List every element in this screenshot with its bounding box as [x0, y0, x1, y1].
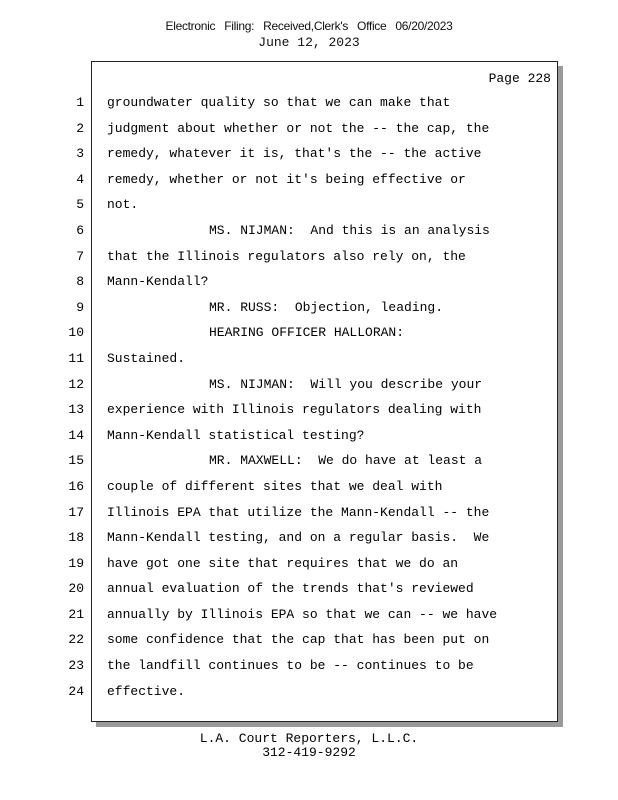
transcript-line	[0, 218, 618, 244]
filing-stamp: Electronic Filing: Received,Clerk's Office 06/20/2023	[165, 19, 453, 33]
line-number: 11	[68, 350, 84, 366]
line-text: Mann-Kendall statistical testing?	[107, 427, 365, 443]
page-number: Page 228	[488, 71, 551, 86]
transcript-line	[0, 90, 618, 116]
line-number: 5	[76, 197, 84, 213]
transcript-line	[0, 423, 618, 449]
transcript-line	[0, 525, 618, 551]
transcript-line	[0, 167, 618, 193]
transcript-line	[0, 576, 618, 602]
footer	[0, 732, 618, 760]
line-number: 6	[76, 222, 84, 238]
line-text: HEARING OFFICER HALLORAN:	[209, 325, 405, 341]
line-text: annual evaluation of the trends that's reviewed	[107, 581, 474, 597]
line-number: 24	[68, 683, 84, 699]
transcript-line	[0, 269, 618, 295]
line-number: 12	[68, 376, 84, 392]
line-number: 7	[76, 248, 84, 264]
line-text: effective.	[107, 683, 186, 699]
line-text: Sustained.	[107, 350, 186, 366]
line-text: remedy, whatever it is, that's the -- the active	[107, 146, 482, 162]
line-text: the landfill continues to be -- continues to be	[107, 658, 474, 674]
line-number: 22	[68, 632, 84, 648]
line-number: 1	[76, 95, 84, 110]
line-text: Illinois EPA that utilize the Mann-Kendall -- the	[107, 504, 490, 520]
transcript-line	[0, 244, 618, 270]
line-text: Mann-Kendall?	[107, 274, 209, 290]
transcript-line	[0, 192, 618, 218]
line-number: 23	[68, 658, 84, 674]
line-text: judgment about whether or not the -- the cap, the	[107, 120, 490, 136]
transcript-line	[0, 295, 618, 321]
transcript-line	[0, 116, 618, 142]
line-number: 3	[76, 146, 84, 162]
line-number: 10	[68, 325, 84, 341]
transcript-line	[0, 397, 618, 423]
line-number: 15	[68, 453, 84, 469]
transcript-line	[0, 320, 618, 346]
line-number: 2	[76, 120, 84, 136]
line-number: 18	[68, 530, 84, 546]
line-number: 4	[76, 171, 84, 187]
line-text: experience with Illinois regulators dealing with	[107, 402, 482, 418]
line-text: couple of different sites that we deal with	[107, 478, 443, 494]
line-text: annually by Illinois EPA so that we can -- we have	[107, 606, 498, 622]
transcript-line	[0, 500, 618, 526]
footer-phone: 312-419-9292	[262, 745, 356, 760]
line-text: have got one site that requires that we do an	[107, 555, 459, 571]
transcript-line	[0, 474, 618, 500]
line-number: 9	[76, 299, 84, 315]
line-number: 17	[68, 504, 84, 520]
line-text: remedy, whether or not it's being effective or	[107, 171, 466, 187]
transcript-line	[0, 653, 618, 679]
footer-company: L.A. Court Reporters, L.L.C.	[199, 731, 419, 746]
transcript-line	[0, 551, 618, 577]
transcript-lines	[0, 90, 618, 704]
line-number: 8	[76, 274, 84, 290]
line-text: not.	[107, 197, 139, 213]
line-text: MS. NIJMAN: Will you describe your	[209, 376, 483, 392]
transcript-line	[0, 448, 618, 474]
line-text: MR. RUSS: Objection, leading.	[209, 299, 444, 315]
line-text: Mann-Kendall testing, and on a regular basis. We	[107, 530, 490, 546]
transcript-line	[0, 141, 618, 167]
line-text: MS. NIJMAN: And this is an analysis	[209, 222, 490, 238]
line-number: 13	[68, 402, 84, 418]
transcript-line	[0, 627, 618, 653]
transcript-line	[0, 372, 618, 398]
line-number: 14	[68, 427, 84, 443]
line-text: some confidence that the cap that has been put on	[107, 632, 490, 648]
line-text: MR. MAXWELL: We do have at least a	[209, 453, 483, 469]
line-number: 21	[68, 606, 84, 622]
line-text: groundwater quality so that we can make that	[107, 95, 451, 110]
transcript-line	[0, 679, 618, 705]
line-number: 16	[68, 478, 84, 494]
line-number: 20	[68, 581, 84, 597]
line-text: that the Illinois regulators also rely on, the	[107, 248, 466, 264]
transcript-line	[0, 346, 618, 372]
header-date: June 12, 2023	[258, 35, 360, 50]
line-number: 19	[68, 555, 84, 571]
transcript-line	[0, 602, 618, 628]
